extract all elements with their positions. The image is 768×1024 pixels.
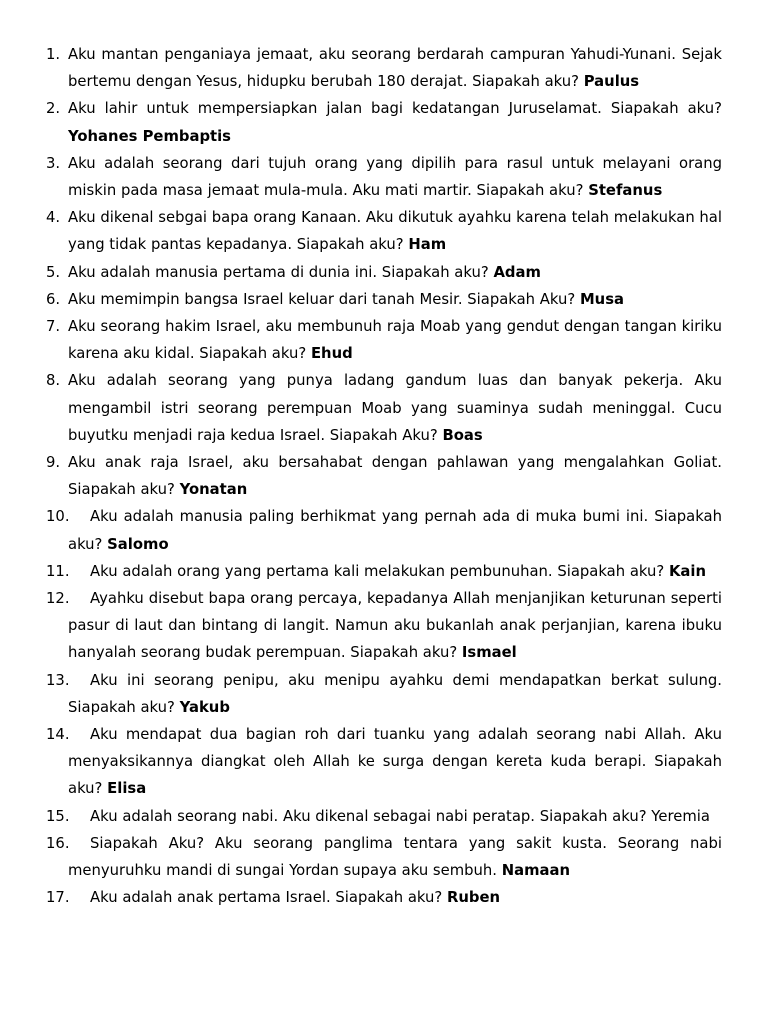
item-answer: Ham	[408, 236, 447, 254]
item-question: Aku lahir untuk mempersiapkan jalan bagi kedatangan Juruselamat. Siapakah aku?	[68, 100, 722, 118]
item-number: 17.	[46, 889, 70, 907]
item-number: 7.	[46, 318, 61, 336]
list-item	[46, 830, 722, 884]
item-answer: Ismael	[461, 644, 517, 662]
item-question: Aku anak raja Israel, aku bersahabat dengan pahlawan yang mengalahkan Goliat. Siapakah aku?	[68, 454, 722, 499]
list-item	[46, 367, 722, 449]
list-item	[46, 95, 722, 149]
list-item	[46, 313, 722, 367]
item-number: 14.	[46, 726, 70, 744]
item-question: Aku adalah anak pertama Israel. Siapakah aku?	[90, 889, 443, 907]
item-answer: Salomo	[107, 535, 169, 553]
item-question: Aku ini seorang penipu, aku menipu ayahku demi mendapatkan berkat sulung. Siapakah aku?	[68, 671, 722, 716]
item-answer: Ruben	[447, 889, 501, 907]
item-answer: Boas	[442, 426, 483, 444]
item-answer: Yohanes Pembaptis	[68, 127, 231, 145]
list-item	[46, 204, 722, 258]
list-item	[46, 41, 722, 95]
item-answer: Yakub	[179, 698, 230, 716]
item-answer: Kain	[668, 562, 707, 580]
item-number: 5.	[46, 263, 61, 281]
item-answer: Elisa	[107, 780, 147, 798]
list-item	[46, 884, 722, 911]
item-number: 2.	[46, 100, 61, 118]
item-number: 9.	[46, 454, 61, 472]
item-number: 13.	[46, 671, 70, 689]
item-number: 4.	[46, 209, 61, 227]
list-item	[46, 558, 722, 585]
item-number: 12.	[46, 590, 70, 608]
list-item	[46, 667, 722, 721]
item-number: 16.	[46, 834, 70, 852]
item-number: 8.	[46, 372, 61, 390]
item-question: Siapakah Aku? Aku seorang panglima tentara yang sakit kusta. Seorang nabi menyuruhku mandi di sungai Yordan supaya aku sembuh.	[68, 834, 722, 880]
item-number: 11.	[46, 562, 70, 580]
list-item	[46, 449, 722, 503]
item-question: Aku memimpin bangsa Israel keluar dari tanah Mesir. Siapakah Aku?	[68, 290, 576, 308]
item-answer: Adam	[493, 263, 541, 281]
list-item	[46, 803, 722, 830]
item-question: Aku adalah seorang yang punya ladang gandum luas dan banyak pekerja. Aku mengambil istri seorang perempuan Moab yang suaminya sudah meninggal. Cucu buyutku menjadi raja kedua Israel. Siapakah Aku?	[68, 372, 722, 444]
item-answer: Paulus	[583, 73, 640, 91]
list-item	[46, 259, 722, 286]
item-answer: Namaan	[501, 862, 571, 880]
item-question: Aku adalah seorang nabi. Aku dikenal sebagai nabi peratap. Siapakah aku? Yeremia	[90, 807, 710, 825]
item-answer: Musa	[579, 290, 625, 308]
item-question: Aku mendapat dua bagian roh dari tuanku yang adalah seorang nabi Allah. Aku menyaksikannya diangkat oleh Allah ke surga dengan kereta kuda berapi. Siapakah aku?	[68, 726, 722, 798]
item-question: Ayahku disebut bapa orang percaya, kepadanya Allah menjanjikan keturunan seperti pasur di laut dan bintang di langit. Namun aku bukanlah anak perjanjian, karena ibuku hanyalah seorang budak perempuan. Siapakah aku?	[68, 590, 722, 662]
list-item	[46, 286, 722, 313]
list-item	[46, 585, 722, 667]
item-question: Aku adalah manusia paling berhikmat yang pernah ada di muka bumi ini. Siapakah aku?	[68, 508, 722, 553]
list-item	[46, 150, 722, 204]
item-question: Aku dikenal sebgai bapa orang Kanaan. Aku dikutuk ayahku karena telah melakukan hal yang tidak pantas kepadanya. Siapakah aku?	[68, 209, 722, 254]
item-answer: Yonatan	[179, 481, 248, 499]
item-number: 3.	[46, 154, 61, 172]
item-number: 1.	[46, 46, 61, 63]
item-question: Aku mantan penganiaya jemaat, aku seorang berdarah campuran Yahudi-Yunani. Sejak bertemu dengan Yesus, hidupku berubah 180 derajat. Siapakah aku?	[68, 46, 722, 91]
item-question: Aku seorang hakim Israel, aku membunuh raja Moab yang gendut dengan tangan kiriku karena aku kidal. Siapakah aku?	[68, 318, 722, 363]
list-item	[46, 503, 722, 557]
item-answer: Stefanus	[588, 182, 663, 200]
item-number: 10.	[46, 508, 70, 526]
quiz-list	[46, 41, 722, 912]
item-number: 15.	[46, 807, 70, 825]
item-answer: Ehud	[310, 345, 353, 363]
item-question: Aku adalah manusia pertama di dunia ini. Siapakah aku?	[68, 263, 489, 281]
item-question: Aku adalah seorang dari tujuh orang yang dipilih para rasul untuk melayani orang miskin pada masa jemaat mula-mula. Aku mati martir. Siapakah aku?	[68, 154, 722, 200]
item-question: Aku adalah orang yang pertama kali melakukan pembunuhan. Siapakah aku?	[90, 562, 665, 580]
list-item	[46, 721, 722, 803]
item-number: 6.	[46, 290, 61, 308]
